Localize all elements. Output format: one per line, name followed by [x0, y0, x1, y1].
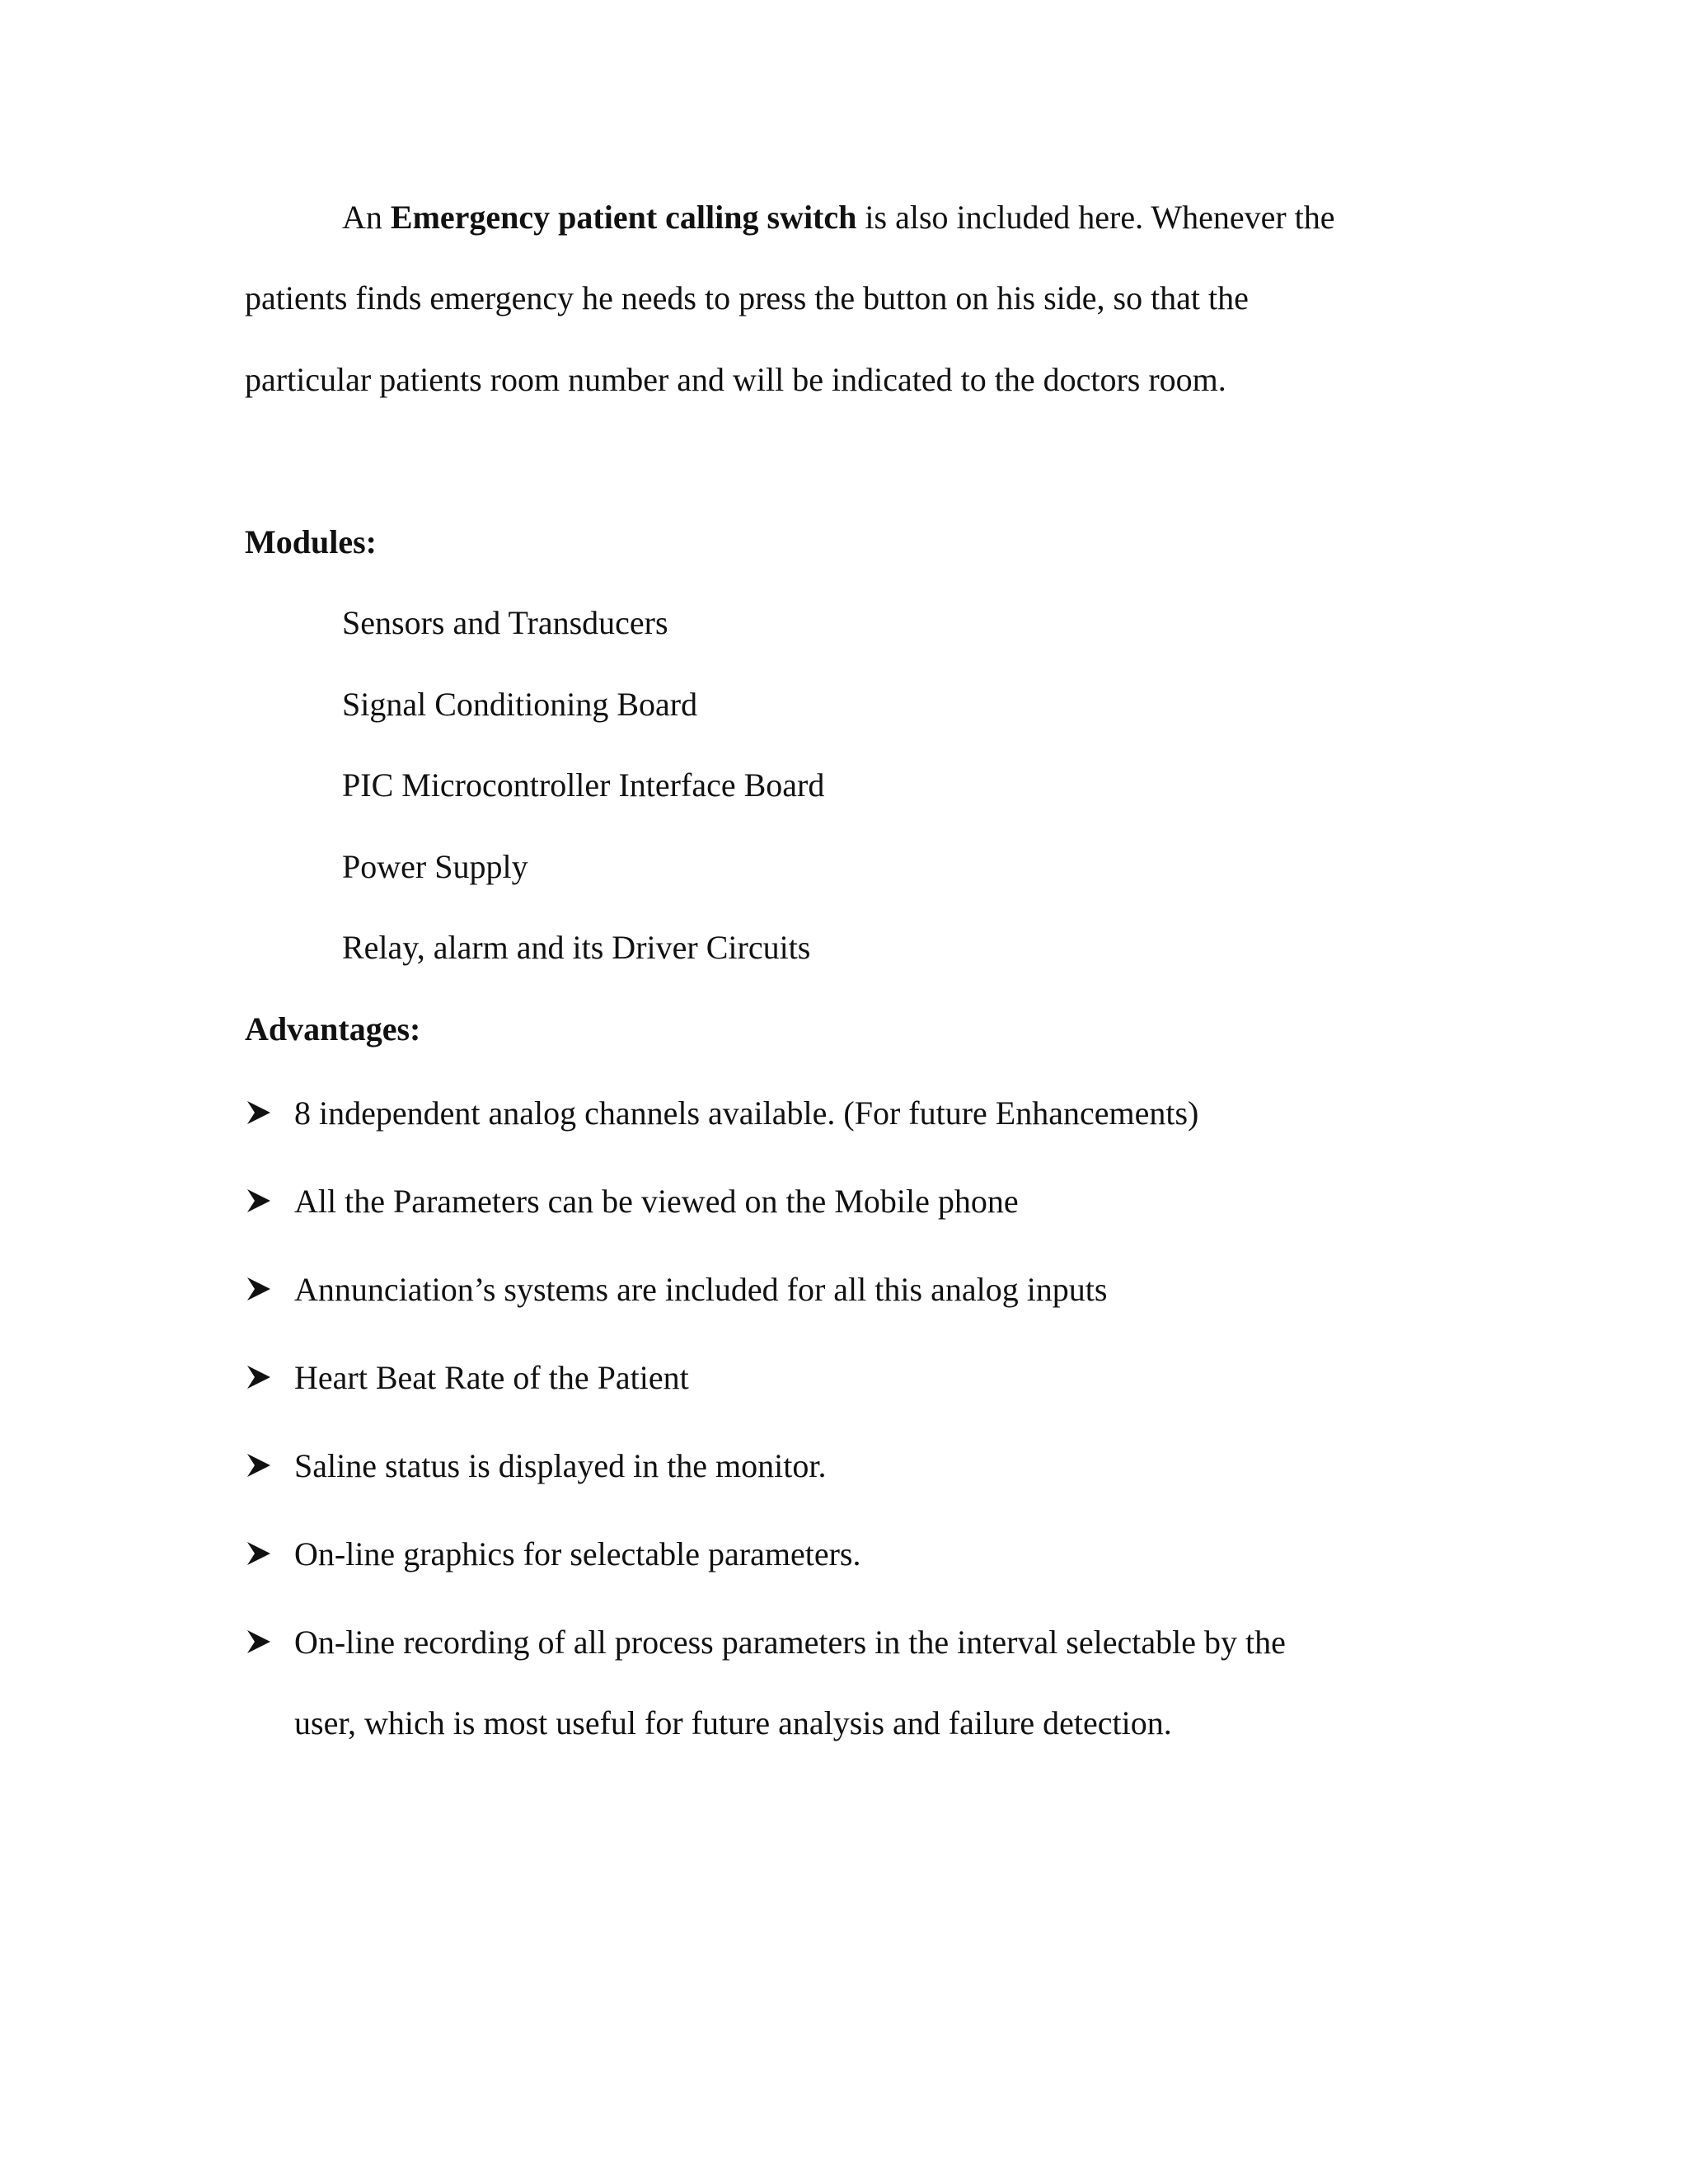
intro-line-2: patients finds emergency he needs to press the button on his side, so that the — [245, 279, 1249, 316]
intro-line-3: particular patients room number and will be indicated to the doctors room. — [245, 361, 1226, 398]
arrowhead-bullet-icon — [245, 1099, 273, 1127]
advantages-heading: Advantages: — [245, 1010, 421, 1047]
intro-line-1-suffix: is also included here. Whenever the — [856, 199, 1335, 236]
arrowhead-bullet-icon — [245, 1275, 273, 1303]
intro-line-1 — [342, 201, 1335, 234]
module-item: Sensors and Transducers — [342, 604, 668, 641]
advantage-item: Saline status is displayed in the monitor. — [294, 1447, 827, 1484]
module-item: PIC Microcontroller Interface Board — [342, 766, 825, 804]
module-item: Signal Conditioning Board — [342, 686, 698, 723]
module-item: Power Supply — [342, 848, 528, 885]
arrowhead-bullet-icon — [245, 1363, 273, 1391]
arrowhead-bullet-icon — [245, 1187, 273, 1215]
advantage-item: On-line graphics for selectable parameters. — [294, 1535, 861, 1572]
advantage-item: All the Parameters can be viewed on the Mobile phone — [294, 1183, 1019, 1220]
advantage-item: Annunciation’s systems are included for all this analog inputs — [294, 1271, 1108, 1308]
advantage-item: Heart Beat Rate of the Patient — [294, 1359, 689, 1396]
module-item: Relay, alarm and its Driver Circuits — [342, 929, 811, 966]
modules-heading: Modules: — [245, 523, 377, 560]
advantage-item: 8 independent analog channels available. (For future Enhancements) — [294, 1094, 1199, 1132]
intro-line-1-prefix: An — [342, 199, 391, 236]
intro-bold-phrase: Emergency patient calling switch — [390, 199, 857, 236]
advantage-item-continuation: user, which is most useful for future analysis and failure detection. — [294, 1704, 1172, 1741]
arrowhead-bullet-icon — [245, 1628, 273, 1656]
arrowhead-bullet-icon — [245, 1451, 273, 1479]
arrowhead-bullet-icon — [245, 1540, 273, 1568]
advantage-item: On-line recording of all process parameters in the interval selectable by the — [294, 1624, 1286, 1661]
